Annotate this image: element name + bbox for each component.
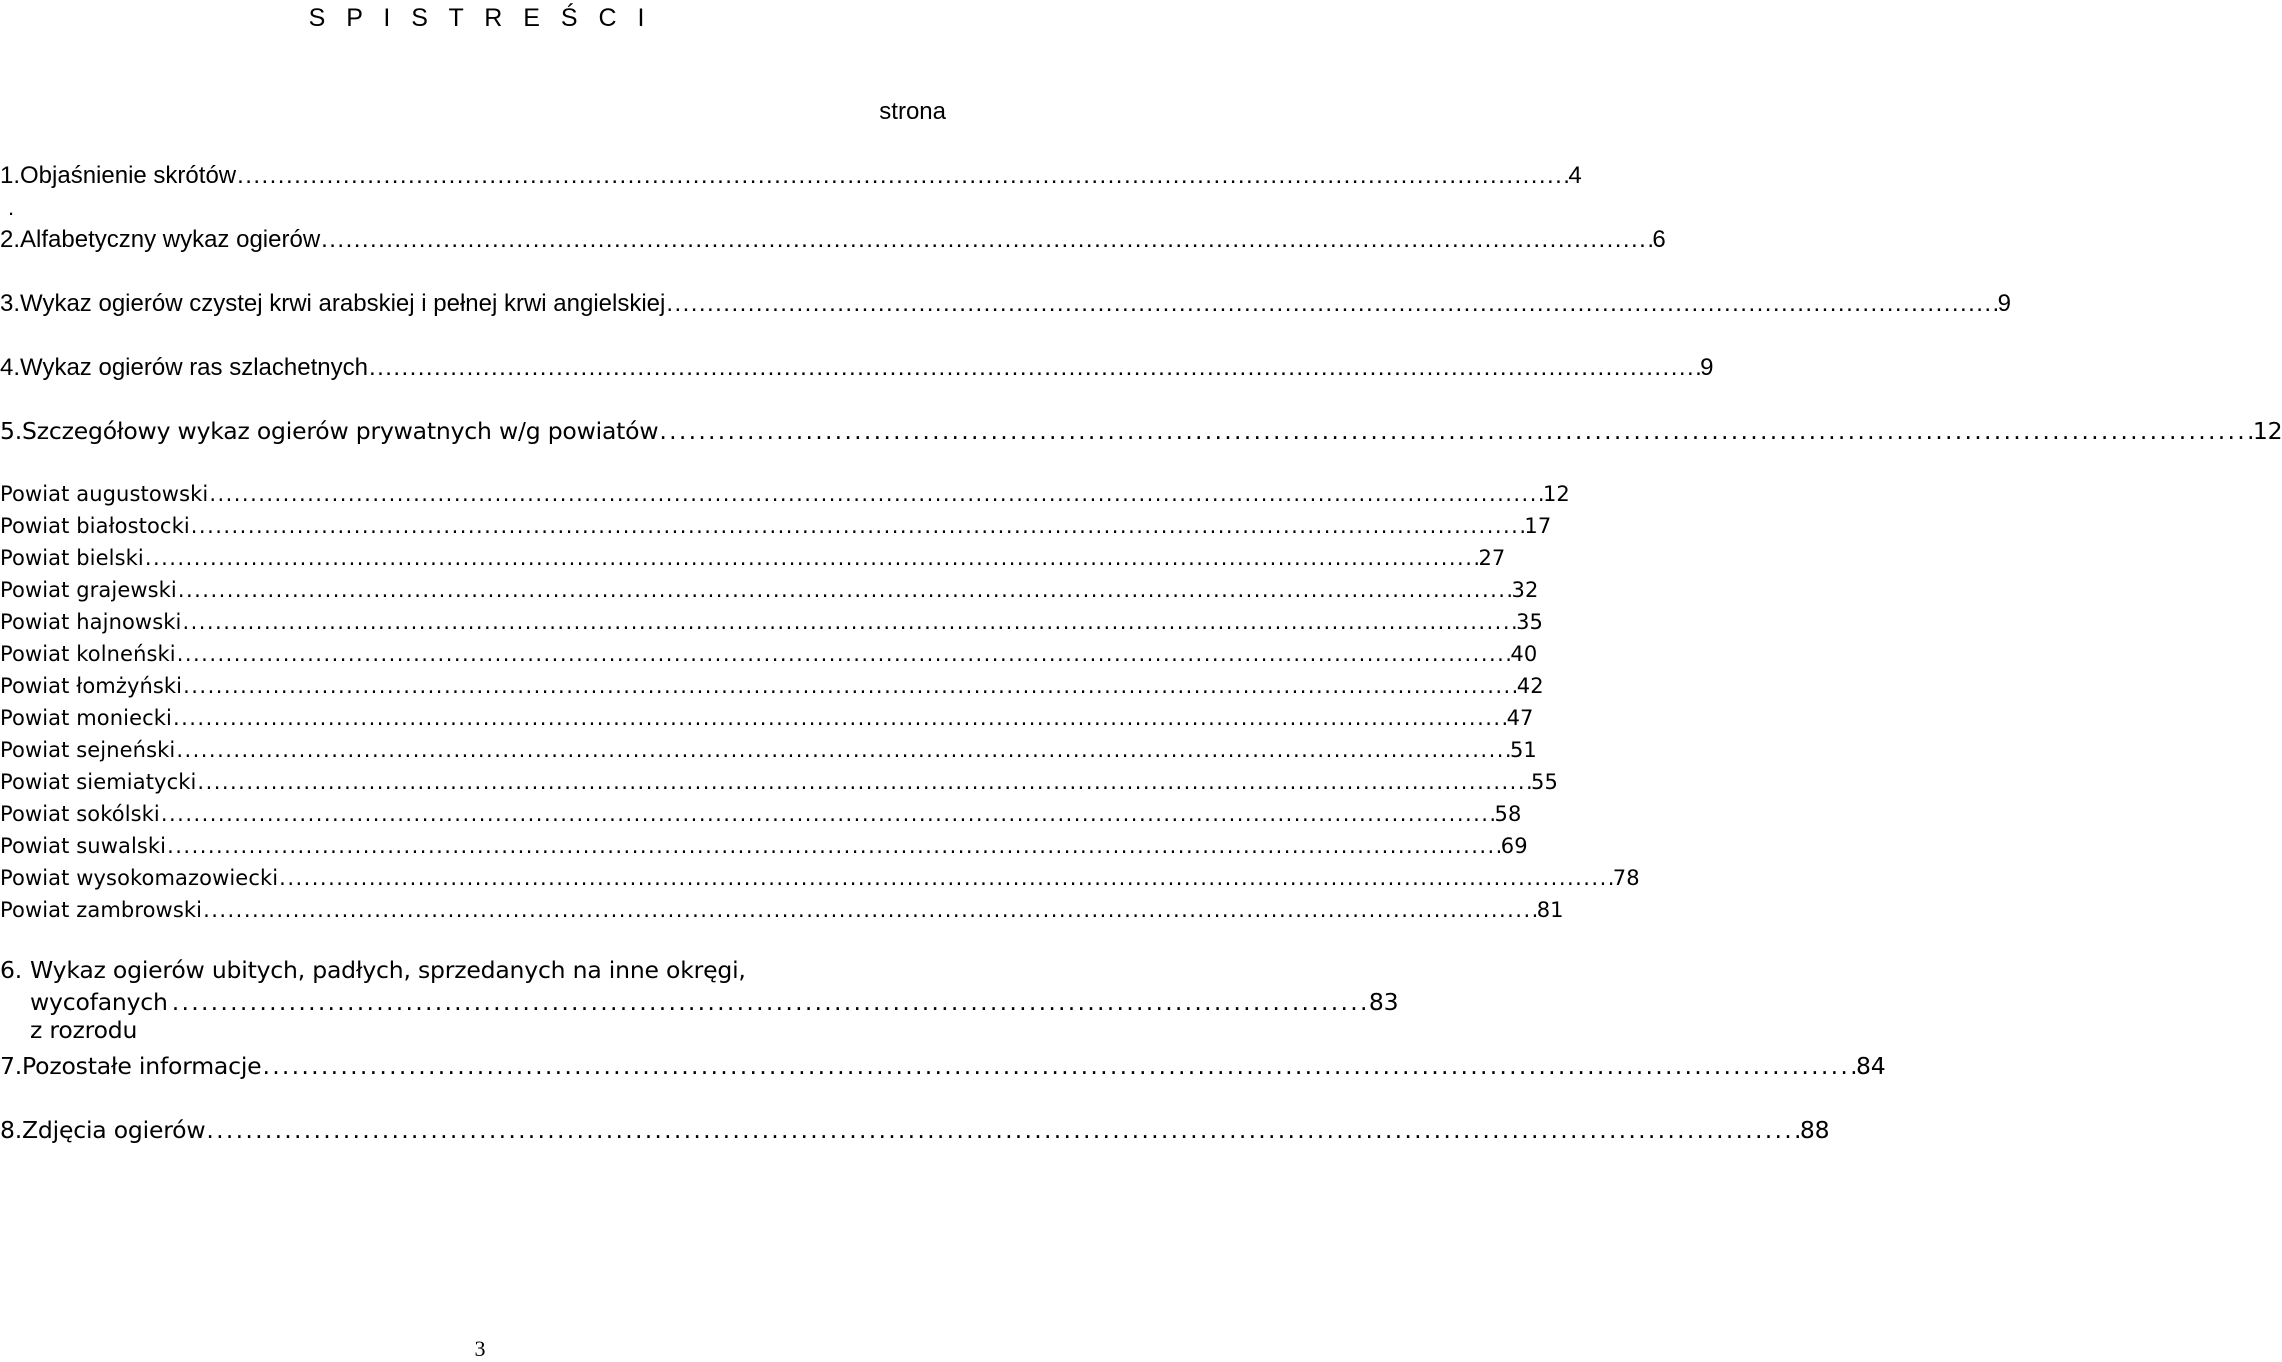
dot-leader [173,706,1506,730]
toc-entry-6 [0,956,962,984]
entry-label: Zdjęcia ogierów [22,1116,206,1144]
powiat-entry [0,866,1640,890]
powiat-label: Powiat łomżyński [0,674,183,698]
powiat-label: Powiat siemiatycki [0,770,197,794]
powiat-page: 42 [1516,674,1544,698]
entry-number: 4. [0,354,21,381]
stray-mark: . [8,195,15,220]
powiat-page: 47 [1506,706,1534,730]
entry-page: 88 [1799,1116,1830,1144]
powiat-page: 12 [1542,482,1570,506]
powiat-entry [0,482,1570,506]
powiat-entry [0,834,1528,858]
powiat-page: 27 [1478,546,1506,570]
powiat-entry [0,738,1537,762]
dot-leader [177,642,1510,666]
powiat-page: 81 [1536,898,1564,922]
toc-entry-7 [0,1052,1886,1080]
dot-leader [666,290,1996,318]
powiat-label: Powiat grajewski [0,578,177,602]
entry-label: Alfabetyczny wykaz ogierów [20,226,321,253]
dot-leader [178,578,1511,602]
dot-leader [369,354,1699,382]
powiat-entry [0,674,1544,698]
entry-number: 8. [0,1116,23,1144]
dot-leader [659,417,2251,445]
entry-label: Wykaz ogierów ras szlachetnych [20,354,368,381]
dot-leader [176,738,1509,762]
entry-label-line2: wycofanych z rozrodu [30,988,168,1044]
powiat-entry [0,514,1552,538]
dot-leader [209,482,1542,506]
powiat-label: Powiat sokólski [0,802,160,826]
entry-label: Szczegółowy wykaz ogierów prywatnych w/g powiatów [22,417,659,445]
dot-leader [172,988,1365,1016]
powiat-entry [0,898,1564,922]
powiat-page: 40 [1510,642,1538,666]
powiat-entry [0,546,1506,570]
powiat-page: 32 [1511,578,1539,602]
powiat-page: 51 [1509,738,1537,762]
powiat-page: 17 [1524,514,1552,538]
dot-leader [191,514,1524,538]
toc-entry-6-continuation [30,988,1399,1044]
powiat-label: Powiat zambrowski [0,898,203,922]
dot-leader [167,834,1500,858]
powiat-page: 35 [1516,610,1543,634]
dot-leader [197,770,1530,794]
entry-label-line1: Wykaz ogierów ubitych, padłych, sprzedanych na inne okręgi, [30,956,746,984]
entry-number: 7. [0,1052,23,1080]
entry-number: 2. [0,226,21,253]
dot-leader [161,802,1494,826]
toc-entry-1 [0,162,1582,190]
entry-label: Pozostałe informacje [22,1052,262,1080]
dot-leader [203,898,1536,922]
entry-number: 6. [0,956,23,984]
entry-page: 83 [1368,988,1399,1016]
page-number: 3 [474,1336,486,1361]
dot-leader [183,674,1516,698]
toc-entry-4 [0,354,1714,382]
powiat-label: Powiat białostocki [0,514,190,538]
strona-label: strona [879,98,946,125]
powiat-label: Powiat sejneński [0,738,176,762]
powiat-label: Powiat kolneński [0,642,176,666]
powiat-label: Powiat augustowski [0,482,209,506]
entry-number: 5. [0,417,23,445]
powiat-page: 58 [1494,802,1522,826]
powiat-entry [0,578,1539,602]
dot-leader [206,1116,1798,1144]
toc-entry-2 [0,226,1666,254]
entry-page: 9 [1997,290,2011,317]
dot-leader [321,226,1651,254]
dot-leader [182,610,1515,634]
dot-leader [145,546,1478,570]
dot-leader [237,162,1567,190]
entry-page: 84 [1855,1052,1886,1080]
powiat-label: Powiat suwalski [0,834,167,858]
toc-entry-3 [0,290,2011,318]
entry-label: Wykaz ogierów czystej krwi arabskiej i pełnej krwi angielskiej [20,290,666,317]
entry-page: 4 [1568,162,1582,189]
powiat-label: Powiat bielski [0,546,144,570]
entry-label: Objaśnienie skrótów [20,162,237,189]
entry-page: 9 [1700,354,1714,381]
dot-leader [279,866,1612,890]
powiat-page: 78 [1612,866,1640,890]
entry-number: 3. [0,290,21,317]
entry-page: 6 [1652,226,1666,253]
powiat-entry [0,610,1543,634]
powiat-entry [0,642,1538,666]
powiat-entry [0,706,1534,730]
toc-entry-8 [0,1116,1830,1144]
powiat-label: Powiat moniecki [0,706,172,730]
entry-number: 1. [0,162,21,189]
powiat-label: Powiat wysokomazowiecki [0,866,279,890]
entry-page: 12 [2252,417,2282,445]
powiat-page: 55 [1531,770,1558,794]
powiat-page: 69 [1500,834,1528,858]
powiat-entry [0,802,1522,826]
powiat-entry [0,770,1558,794]
dot-leader [262,1052,1854,1080]
powiat-label: Powiat hajnowski [0,610,182,634]
toc-entry-5 [0,417,2282,445]
toc-title: S P I S T R E Ś C I [308,4,652,32]
